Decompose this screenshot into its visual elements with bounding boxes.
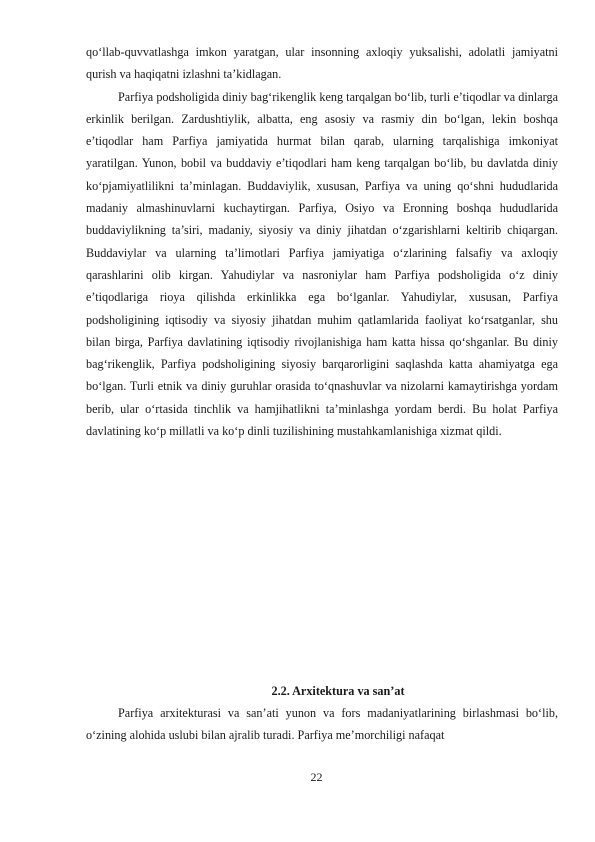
page-number: 22 [310,770,323,784]
body-text [86,41,558,442]
section-body [86,702,558,747]
religious-tolerance-paragraph: Parfiya podsholigida diniy bag‘rikenglik keng tarqalgan bo‘lib, turli e’tiqodlar va dinlarga erkinlik berilgan. Zardushtiylik, albatta, eng asosiy va rasmiy din bo‘lgan, lekin boshqa e’tiqodlar ham Parfiya jamiyatida hurmat bilan qarab, ularning tarqalishiga imkoniyat yaratilgan. Yunon, bobil va buddaviy e’tiqodlari ham keng tarqalgan bo‘lib, bu davlatda diniy ko‘pjamiyatlilikni ta’minlagan. Buddaviylik, xususan, Parfiya va uning qo‘shni hududlarida madaniy almashinuvlarni kuchaytirgan. Parfiya, Osiyo va Eronning boshqa hududlarida buddaviylikning ta’siri, madaniy, siyosiy va diniy jihatdan o‘zgarishlarni keltirib chiqargan. Buddaviylar va ularning ta’limotlari Parfiya jamiyatiga o‘zlarining falsafiy va axloqiy qarashlarini olib kirgan. Yahudiylar va nasroniylar ham Parfiya podsholigida o‘z diniy e’tiqodlariga rioya qilishda erkinlikka ega bo‘lganlar. Yahudiylar, xususan, Parfiya podsholigining iqtisodiy va siyosiy jihatdan muhim qatlamlarida faoliyat ko‘rsatganlar, shu bilan birga, Parfiya davlatining iqtisodiy rivojlanishiga ham katta hissa qo‘shganlar. Bu diniy bag‘rikenglik, Parfiya podsholigining siyosiy barqarorligini saqlashda katta ahamiyatga ega bo‘lgan. Turli etnik va diniy guruhlar orasida to‘qnashuvlar va nizolarni kamaytirishga yordam berib, ular o‘rtasida tinchlik va hamjihatlikni ta’minlashga yordam berdi. Bu holat Parfiya davlatining ko‘p millatli va ko‘p dinli tuzilishining mustahkamlanishiga xizmat qildi. [86,89,558,439]
section-heading: 2.2. Arxitektura va san’at [271,684,405,698]
continuation-paragraph: qo‘llab-quvvatlashga imkon yaratgan, ular insonning axloqiy yuksalishi, adolatli jamiyatni qurish va haqiqatni izlashni ta’kidlagan. [86,45,558,82]
architecture-paragraph: Parfiya arxitekturasi va san’ati yunon va fors madaniyatlarining birlashmasi bo‘lib, o‘zining alohida uslubi bilan ajralib turadi. Parfiya me’morchiligi nafaqat [86,706,558,743]
